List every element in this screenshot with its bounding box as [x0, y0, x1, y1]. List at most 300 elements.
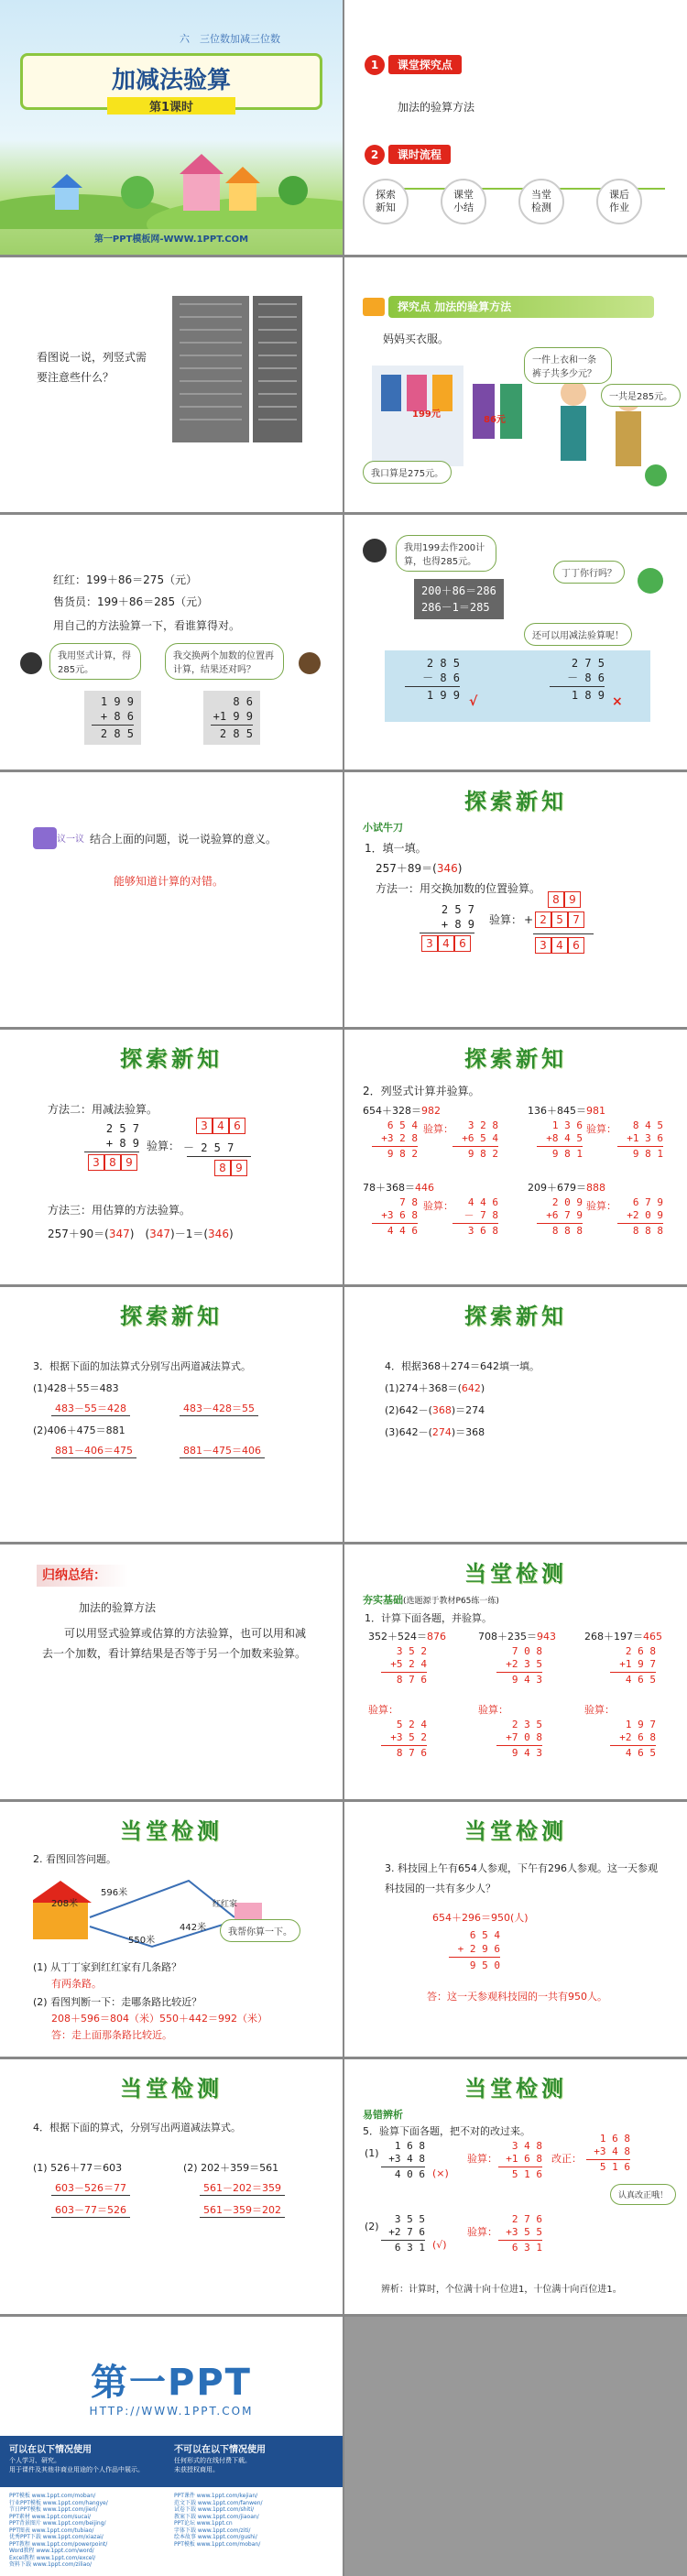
- calc-sub-left-r: 1 9 9: [426, 689, 460, 702]
- check-box: 5: [551, 911, 568, 928]
- calc-row: 8 4 5: [632, 1119, 663, 1131]
- calc-sub-right-a: 2 7 5: [571, 657, 605, 670]
- sub2-ans: 208＋596＝804（米）550＋442＝992（米）: [51, 2013, 267, 2025]
- link-item[interactable]: PPT教程 www.1ppt.com/powerpoint/: [9, 2540, 108, 2548]
- calc-row: +6 7 9: [546, 1209, 583, 1221]
- calc-row: 9 4 3: [511, 1674, 542, 1686]
- subtrahend: － 2 5 7: [183, 1141, 234, 1154]
- link-item[interactable]: 教案下载 www.1ppt.com/jiaoan/: [174, 2513, 259, 2520]
- p3-ans: 465: [643, 1631, 662, 1643]
- mom-text: 妈妈买衣服。: [383, 333, 450, 345]
- blank-3: [385, 1424, 485, 1439]
- check-label-3: 验算：: [584, 1704, 615, 1716]
- calc-row: 4 4 6: [467, 1196, 498, 1208]
- cannot-line: 未获授权商用。: [174, 2466, 219, 2473]
- calc-vertical: [420, 902, 474, 934]
- check-3: [610, 1719, 656, 1760]
- result-box: 3: [88, 1154, 104, 1171]
- calc-row: 5 1 6: [511, 2168, 542, 2180]
- calc-row: 4 4 6: [387, 1225, 418, 1237]
- blank-2: [385, 1403, 485, 1417]
- calc-row: 7 0 8: [511, 1645, 542, 1657]
- bubble-left: 我用竖式计算，得285元。: [49, 643, 141, 680]
- step-explore[interactable]: [363, 179, 409, 224]
- q1-eq-right: ): [457, 862, 463, 875]
- can-title: 可以在以下情况使用: [9, 2445, 92, 2455]
- result-boxes: [88, 1154, 137, 1171]
- summary-header: 归纳总结：: [37, 1565, 128, 1587]
- link-item[interactable]: PPT图表 www.1ppt.com/tubiao/: [9, 2527, 94, 2534]
- can-line: 用于课件及其他非商业用途的个人作品中展示。: [9, 2466, 144, 2473]
- calc-row: 9 8 2: [387, 1148, 418, 1160]
- q4-text: 4．根据368＋274＝642填一填。: [385, 1360, 540, 1372]
- check-boxes-a: [548, 891, 581, 908]
- basic-tag: [363, 1592, 499, 1607]
- step-summary-label: 课堂 小结: [453, 189, 474, 213]
- p1: [368, 1629, 446, 1643]
- line-instruction: 用自己的方法验算一下，看谁算得对。: [53, 619, 241, 632]
- bubble-subtract: 还可以用减法验算呢！: [524, 623, 632, 646]
- calc-row: 9 8 1: [551, 1148, 583, 1160]
- p1-eq: 352＋524＝: [368, 1631, 427, 1643]
- p2: [528, 1103, 605, 1118]
- calc-row: +2 0 9: [627, 1209, 663, 1221]
- line-honghong: 红红：199＋86＝275（元）: [53, 573, 198, 586]
- link-item[interactable]: 资料下载 www.1ppt.com/ziliao/: [9, 2561, 93, 2568]
- dist-550: 550米: [128, 1936, 156, 1946]
- slide-methods: [0, 1030, 343, 1284]
- check-box: 4: [551, 937, 568, 954]
- link-item[interactable]: 范文下载 www.1ppt.com/fanwen/: [174, 2499, 263, 2506]
- e1a: 603－526＝77: [51, 2180, 130, 2196]
- slide-try: [344, 772, 687, 1027]
- calc-row: 2 7 6: [511, 2213, 542, 2225]
- can-list: [9, 2456, 144, 2474]
- calc-1-check: [453, 1119, 498, 1161]
- p3-eq: 268＋197＝: [584, 1631, 643, 1643]
- slide-test-4: [0, 2059, 343, 2314]
- worksheet-photo: [172, 296, 249, 442]
- worksheet-photo-2: [253, 296, 302, 442]
- link-item[interactable]: 试卷下载 www.1ppt.com/shiti/: [174, 2506, 255, 2513]
- section-2-label: 课时流程: [388, 145, 451, 164]
- check-label-1: 验算：: [368, 1704, 398, 1716]
- check-box: 6: [568, 937, 584, 954]
- p1-check: [498, 2140, 542, 2181]
- check-boxes-b: + 2 5 7: [524, 911, 584, 928]
- step-test[interactable]: [518, 179, 564, 224]
- n1: (1): [365, 2147, 379, 2159]
- e2: (2) 202＋359＝561: [183, 2162, 279, 2174]
- eq3-part: 257＋90＝(: [48, 1228, 109, 1240]
- check-rule: [533, 933, 594, 934]
- blank-part: (1)274＋368＝(: [385, 1382, 462, 1394]
- blank-answer: 368: [431, 1404, 452, 1416]
- calc-row: 3 6 8: [467, 1225, 498, 1237]
- estimate-eq1: 200＋86＝286: [421, 584, 496, 597]
- calc-row: 8 8 8: [632, 1225, 663, 1237]
- try-tag: 小试牛刀: [363, 822, 403, 834]
- dist-442: 442米: [180, 1923, 207, 1933]
- calc-row: 6 5 4: [387, 1119, 418, 1131]
- kid-avatar-right: [299, 652, 321, 674]
- calc-1: [372, 1119, 418, 1161]
- blank-part: (3)642－(: [385, 1426, 432, 1438]
- calc-2: [496, 1645, 542, 1686]
- q1-text: 1．计算下面各题，并验算。: [365, 1612, 492, 1624]
- blank-part: )＝274: [451, 1404, 485, 1416]
- bubble-mental: 我口算是275元。: [363, 461, 452, 484]
- calc-row: 2 6 8: [625, 1645, 656, 1657]
- p4-ans: 888: [586, 1182, 605, 1194]
- slide-heading: 探索新知: [120, 1046, 223, 1072]
- calc-row: +2 6 8: [619, 1731, 656, 1743]
- eq3-answer: 346: [208, 1228, 229, 1240]
- lesson-subtitle: 第1课时: [107, 97, 235, 115]
- can-line: 个人学习、研究。: [9, 2457, 60, 2464]
- lesson-point: 加法的验算方法: [398, 101, 475, 114]
- e1b: 483－428＝55: [180, 1401, 258, 1416]
- section-1-label: 课堂探究点: [388, 55, 462, 74]
- slide-outline: [344, 0, 687, 255]
- check-label: 验算：: [586, 1123, 616, 1135]
- e2b: 881－475＝406: [180, 1443, 265, 1458]
- step-homework[interactable]: [596, 179, 642, 224]
- calc-row: 9 4 3: [511, 1747, 542, 1759]
- blank-answer: 642: [461, 1382, 481, 1394]
- bubble-help: 我帮你算一下。: [220, 1919, 300, 1942]
- sub1-ans: 有两条路。: [51, 1978, 102, 1990]
- link-item[interactable]: PPT素材 www.1ppt.com/sucai/: [9, 2513, 92, 2520]
- calc-row: 5 1 6: [599, 2161, 630, 2173]
- calc-row: 1 6 8: [599, 2133, 630, 2145]
- slide-heading: 当堂检测: [464, 1818, 567, 1844]
- discuss-prompt: 结合上面的问题，说一说验算的意义。: [90, 833, 278, 846]
- q3-answer: 答：这一天参观科技园的一共有950人。: [427, 1991, 607, 2003]
- p3-ans: 446: [415, 1182, 434, 1194]
- calc-row: +2 7 6: [388, 2226, 425, 2238]
- calc-3: [610, 1645, 656, 1686]
- explore-header: 探究点 加法的验算方法: [388, 296, 654, 318]
- check-boxes-c: [535, 937, 584, 954]
- calc-row: 9 5 0: [469, 1959, 500, 1971]
- bubble-top: 我用199去作200计算，也得285元。: [396, 535, 496, 572]
- calc-b: + 8 9: [441, 918, 474, 931]
- p1-calc: [381, 2140, 425, 2181]
- link-item[interactable]: 绘本故事 www.1ppt.com/gushi/: [174, 2534, 257, 2540]
- calc-a: 2 5 7: [441, 903, 474, 916]
- check-label: 验算：: [489, 913, 523, 926]
- blank-part: ): [480, 1382, 485, 1394]
- p1-ans: 982: [421, 1105, 441, 1117]
- p1-eq: 654＋328＝: [363, 1105, 421, 1117]
- slide-vertical-check: [344, 1030, 687, 1284]
- e1a: 483－55＝428: [51, 1401, 130, 1416]
- method2-text: 方法二：用减法验算。: [48, 1103, 158, 1116]
- calc-row: 1 9 7: [625, 1719, 656, 1730]
- slide-subtract-check: [344, 515, 687, 770]
- slide-heading: 当堂检测: [464, 1561, 567, 1587]
- estimate-eq2: 286－1＝285: [421, 601, 490, 614]
- calc-left-sum: 2 8 5: [100, 727, 134, 740]
- slide-title: [0, 0, 343, 255]
- method3-text: 方法三：用估算的方法验算。: [48, 1204, 191, 1217]
- slide-compare: [0, 515, 343, 770]
- calc-row: － 7 8: [463, 1209, 498, 1221]
- slide-discuss: [0, 772, 343, 1027]
- slide-test-2: [0, 1802, 343, 2057]
- result-box: 3: [421, 935, 438, 952]
- e2b: 561－359＝202: [200, 2202, 285, 2218]
- calc-4-check: [617, 1196, 663, 1238]
- slide-test-3: [344, 1802, 687, 2057]
- mark-2: (√): [432, 2239, 447, 2251]
- calc-row: +3 2 8: [381, 1132, 418, 1144]
- bubble-total: 一共是285元。: [601, 384, 681, 407]
- check-box: 8: [548, 891, 564, 908]
- sub2-conclusion: 答：走上面那条路比较近。: [51, 2029, 172, 2041]
- calc-row: 6 3 1: [511, 2242, 542, 2254]
- check-label: 验算：: [423, 1123, 453, 1135]
- eq3-answer: 347: [108, 1228, 130, 1240]
- calc-row: +1 6 8: [506, 2153, 542, 2165]
- calc-row: 3 4 8: [511, 2140, 542, 2152]
- p1: [363, 1103, 441, 1118]
- calc-row: 4 0 6: [394, 2168, 425, 2180]
- check-label: 验算：: [423, 1200, 453, 1212]
- calc-right-b: +1 9 9: [213, 710, 253, 723]
- calc-row: +3 5 2: [390, 1731, 427, 1743]
- slide-test-5: [344, 2059, 687, 2314]
- calc-right-a: 8 6: [233, 695, 253, 708]
- place-label: 红红家: [213, 1900, 238, 1909]
- blank-part: (2)642－(: [385, 1404, 432, 1416]
- check-box: 3: [535, 937, 551, 954]
- check-2: [496, 1719, 542, 1760]
- village-illustration: [0, 137, 343, 229]
- check-label-2: 验算：: [467, 2226, 497, 2238]
- dist-208: 208米: [51, 1899, 79, 1909]
- kid-avatar: [363, 539, 387, 562]
- q1-eq-left: 257＋89＝(: [376, 862, 437, 875]
- calc-row: +6 5 4: [462, 1132, 498, 1144]
- calc-4: [537, 1196, 583, 1238]
- section-2-number: 2: [365, 145, 385, 165]
- slide-heading: 当堂检测: [464, 2076, 567, 2101]
- q3-text: 3．根据下面的加法算式分别写出两道减法算式。: [33, 1360, 251, 1372]
- price-pants: 86元: [484, 415, 506, 425]
- p2-check: [498, 2213, 542, 2254]
- link-item[interactable]: 字体下载 www.1ppt.com/ziti/: [174, 2527, 251, 2534]
- calc-sub-right: [550, 656, 605, 703]
- calc-sub-right-b: － 8 6: [567, 671, 605, 684]
- calc-right: [203, 691, 260, 745]
- note-text: 辨析：计算时，个位满十向十位进1，十位满十向百位进1。: [381, 2285, 622, 2295]
- calc-row: 6 5 4: [469, 1929, 500, 1941]
- check-box: 8: [214, 1160, 231, 1176]
- estimate-box: [414, 579, 504, 619]
- empty-area: [344, 2317, 687, 2576]
- p2: [478, 1629, 556, 1643]
- calc-row: 5 2 4: [396, 1719, 427, 1730]
- top-boxes: [196, 1118, 245, 1134]
- calc-row: +7 0 8: [506, 1731, 542, 1743]
- tag-text: 夯实基础: [363, 1594, 403, 1606]
- link-item[interactable]: 行业PPT模板 www.1ppt.com/hangye/: [9, 2499, 108, 2506]
- q1-eq-answer: 346: [436, 862, 458, 875]
- link-item[interactable]: PPT课件 www.1ppt.com/kejian/: [174, 2493, 258, 2499]
- calc-row: +5 2 4: [390, 1658, 427, 1670]
- e1: (1)428＋55＝483: [33, 1382, 119, 1394]
- eq3-part: ): [228, 1228, 234, 1240]
- calc-row: 3 2 8: [467, 1119, 498, 1131]
- p4-eq: 209＋679＝: [528, 1182, 586, 1194]
- link-item[interactable]: PPT模板 www.1ppt.com/moban/: [9, 2493, 96, 2499]
- calc-a: 2 5 7: [105, 1122, 139, 1135]
- calc-2: [537, 1119, 583, 1161]
- calc-sub-left: [405, 656, 460, 703]
- bubble-fix: 认真改正哦！: [610, 2184, 676, 2205]
- calc-row: +3 4 8: [594, 2145, 630, 2157]
- n2: (2): [365, 2221, 379, 2232]
- check-box: 9: [231, 1160, 247, 1176]
- p2-calc: [381, 2213, 425, 2254]
- calc-b: + 8 9: [105, 1137, 139, 1150]
- calc-row: 1 6 8: [394, 2140, 425, 2152]
- calc-row: 9 8 2: [467, 1148, 498, 1160]
- calc-left-a: 1 9 9: [100, 695, 134, 708]
- check-label-1: 验算：: [467, 2153, 497, 2165]
- q1-text: 1．填一填。: [365, 842, 427, 855]
- q2-text: 2．列竖式计算并验算。: [363, 1085, 480, 1097]
- calc-row: 8 7 6: [396, 1674, 427, 1686]
- bubble-question: 一件上衣和一条裤子共多少元？: [524, 347, 612, 384]
- check-box: 6: [229, 1118, 245, 1134]
- calc-2-check: [617, 1119, 663, 1161]
- calc-row: +2 3 5: [506, 1658, 542, 1670]
- result-box: 4: [438, 935, 454, 952]
- check-rule: [187, 1156, 251, 1157]
- q2-text: 2. 看图回答问题。: [33, 1853, 116, 1865]
- sub1: (1) 从丁丁家到红红家有几条路？: [33, 1961, 182, 1973]
- calc-row: 3 5 5: [394, 2213, 425, 2225]
- method1-text: 方法一：用交换加数的位置验算。: [376, 882, 541, 895]
- check-label: 验算：: [147, 1140, 180, 1152]
- check-box: 2: [535, 911, 551, 928]
- frog-avatar: [638, 568, 663, 594]
- calc-sub-left-b: － 8 6: [422, 671, 460, 684]
- q1-equation: [376, 860, 462, 876]
- e2: (2)406＋475＝881: [33, 1424, 125, 1436]
- result-box: 6: [454, 935, 471, 952]
- check-box: 9: [564, 891, 581, 908]
- lesson-title: 加减法验算: [111, 67, 231, 94]
- eq3-answer: 347: [149, 1228, 171, 1240]
- line-clerk: 售货员：199＋86＝285（元）: [53, 595, 209, 608]
- calc-right-sum: 2 8 5: [219, 727, 253, 740]
- e1: (1) 526＋77＝603: [33, 2162, 123, 2174]
- link-item[interactable]: Excel教程 www.1ppt.com/excel/: [9, 2554, 96, 2561]
- calc-row: 8 8 8: [551, 1225, 583, 1237]
- link-item[interactable]: PPT模板 www.1ppt.com/moban/: [174, 2540, 261, 2548]
- p3: [363, 1180, 434, 1195]
- slide-heading: 当堂检测: [120, 1818, 223, 1844]
- calc-row: 4 6 5: [625, 1674, 656, 1686]
- link-item[interactable]: 优秀PPT下载 www.1ppt.com/xiazai/: [9, 2534, 104, 2540]
- calc-row: +3 6 8: [381, 1209, 418, 1221]
- blank-answer: 274: [431, 1426, 452, 1438]
- bottom-boxes: [214, 1160, 247, 1176]
- step-explore-label: 探索 新知: [376, 189, 396, 213]
- slide-heading: 探索新知: [464, 789, 567, 814]
- step-summary[interactable]: [441, 179, 486, 224]
- kid-avatar-left: [20, 652, 42, 674]
- p2-ans: 981: [586, 1105, 605, 1117]
- slide-write-subtraction: [0, 1287, 343, 1542]
- calc-3-check: [453, 1196, 498, 1238]
- dist-596: 596米: [101, 1888, 128, 1898]
- link-item[interactable]: Word教程 www.1ppt.com/word/: [9, 2548, 94, 2554]
- calc-row: +1 9 7: [619, 1658, 656, 1670]
- error-tag: 易错辨析: [363, 2109, 403, 2121]
- discuss-answer: 能够知道计算的对错。: [114, 875, 224, 888]
- p3: [584, 1629, 662, 1643]
- calc-3: [372, 1196, 418, 1238]
- eq3-part: ) (: [129, 1228, 150, 1240]
- calc-row: +3 5 5: [506, 2226, 542, 2238]
- footer-text: 第一PPT模板网-WWW.1PPT.COM: [93, 235, 249, 245]
- blank-1: [385, 1381, 485, 1395]
- step-test-label: 当堂 检测: [531, 189, 551, 213]
- calc-row: 4 6 5: [625, 1747, 656, 1759]
- p1-fix: [586, 2133, 630, 2174]
- p1-ans: 876: [427, 1631, 446, 1643]
- e1b: 603－77＝526: [51, 2202, 130, 2218]
- usage-banner: [0, 2436, 343, 2487]
- section-1: [365, 55, 462, 75]
- p2-ans: 943: [537, 1631, 556, 1643]
- q3-eq: 654＋296＝950(人): [432, 1912, 529, 1924]
- link-item[interactable]: PPT背景图片 www.1ppt.com/beijing/: [9, 2520, 106, 2527]
- link-item[interactable]: PPT论坛 www.1ppt.cn: [174, 2520, 233, 2527]
- link-item[interactable]: 节日PPT模板 www.1ppt.com/jieri/: [9, 2506, 98, 2513]
- bubble-right: 我交换两个加数的位置再计算，结果还对吗？: [165, 643, 284, 680]
- calc-row: +1 3 6: [627, 1132, 663, 1144]
- calc-vertical: [84, 1121, 139, 1153]
- links-left: [9, 2493, 108, 2569]
- check-box: 3: [196, 1118, 213, 1134]
- sub2: (2) 看图判断一下：走哪条路比较近？: [33, 1996, 202, 2008]
- slide-heading: 探索新知: [464, 1304, 567, 1329]
- calc-row: +3 4 8: [388, 2153, 425, 2165]
- q4-text: 4．根据下面的算式，分别写出两道减法算式。: [33, 2122, 241, 2134]
- fix-label: 改正：: [551, 2153, 582, 2165]
- discuss-icon: [33, 827, 57, 849]
- result-box: 9: [121, 1154, 137, 1171]
- check-box: 4: [213, 1118, 229, 1134]
- links-right: [174, 2493, 263, 2548]
- q5-text: 5．验算下面各题，把不对的改过来。: [363, 2125, 530, 2137]
- calc-1: [381, 1645, 427, 1686]
- calc-row: +8 4 5: [546, 1132, 583, 1144]
- result-box: 8: [104, 1154, 121, 1171]
- section-2: [365, 145, 451, 165]
- check-label-2: 验算：: [478, 1704, 508, 1716]
- calc-row: 2 0 9: [551, 1196, 583, 1208]
- step-homework-label: 课后 作业: [609, 189, 629, 213]
- mark-1: (×): [432, 2167, 449, 2179]
- cannot-line: 任何形式的在线付费下载。: [174, 2457, 251, 2464]
